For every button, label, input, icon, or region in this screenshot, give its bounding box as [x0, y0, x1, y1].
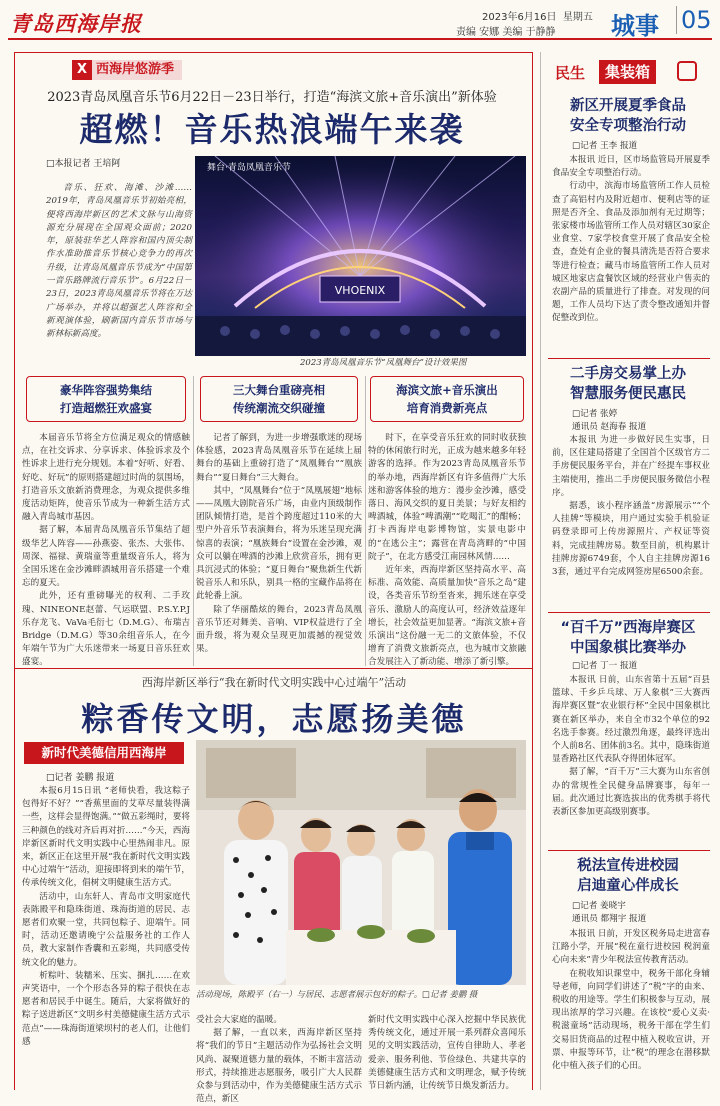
story2-column-2 — [196, 1014, 362, 1106]
column-tag — [72, 60, 182, 80]
briefs-tag-1: 民生 — [555, 64, 586, 82]
paragraph: 本报6月15日讯 “老师快看，我这粽子包得好不好？”“香蕉里面的艾草尽量装得满一些，这样会显得饱满。”“做五彩绳时，要将三种颜色的线对齐后再对折……”今天，西海岸新区新时代文明实践中心里热闹非凡。原来，新区正在这里开展“我在新时代文明实践中心过端午”活动，迎接即将到来的端午节，传承传统文化，倡树文明健康生活方式。 — [22, 786, 190, 889]
brief-byline: □记者 张婷 通讯员 赵海春 报道 — [572, 409, 647, 432]
lead-column-1 — [22, 432, 190, 670]
paragraph: 时下，在享受音乐狂欢的同时收获独特的休闲旅行时光，正成为越来越多年轻游客的选择。作为2023青岛凤凰音乐节的举办地，西海岸新区有许多值得广大乐迷和游客体验的地方：漫步金沙滩，感受落日、海风交织的夏日美景；与好友相约啤酒城，体验“啤酒潮”“吃喝汇”的酣畅；打卡西海岸电影博物馆，实景电影中的“在逃公主”；露营在青岛湾畔的“中国院子”，在北方感受江南园林风情…… — [368, 433, 526, 562]
editor-credits: 责编 安娜 美编 于静静 — [456, 27, 556, 38]
subhead-line: 海滨文旅+音乐演出 — [396, 383, 498, 397]
subhead-box — [200, 376, 358, 422]
subhead-box — [370, 376, 524, 422]
zongzi-event-photo — [196, 740, 526, 985]
page-number: 05 — [676, 6, 712, 34]
virtue-banner: 新时代美德信用西海岸 — [24, 742, 184, 764]
frame-top — [14, 52, 532, 53]
subhead-box — [26, 376, 186, 422]
section-title: 城事 — [611, 12, 659, 40]
story2-headline: 粽香传文明，志愿扬美德 — [81, 700, 467, 738]
frame-left — [14, 52, 15, 1090]
paragraph: 此外，还有重磅曝光的权利、二手玫瑰、NINEONE赵蕾、气运联盟、P.S.Y.P.J乐存龙飞、VaVa毛衍七（D.M.G）、布瑞吉Bridge（D.M.G）等30余组音乐人，在今年端午节为广大乐迷带来一场夏日音乐狂欢盛宴。 — [22, 591, 190, 668]
briefs-header — [555, 60, 703, 88]
paragraph: 据了解，一直以来，西海岸新区坚持将“我们的节日”主题活动作为弘扬社会文明风尚、凝聚道德力量的载体，不断丰富活动形式，持续推进志愿服务，吸引广大人民群众参与到活动中，作为美德健康生活方式示范点，新区 — [196, 1028, 362, 1105]
column-divider — [193, 376, 194, 666]
svg-text:VHOENIX: VHOENIX — [334, 284, 386, 297]
svg-text:舞台·青岛凤凰音乐节: 舞台·青岛凤凰音乐节 — [207, 163, 291, 173]
photo-caption: 2023青岛凤凰音乐节“凤凰舞台”设计效果图 — [300, 358, 467, 368]
column-divider — [365, 376, 366, 666]
brief-title: 税法宣传进校园 启迪童心伴成长 — [577, 858, 679, 894]
lead-column-3 — [368, 432, 526, 670]
issue-date: 2023年6月16日 星期五 — [482, 12, 593, 23]
frame-right — [532, 52, 533, 1090]
brief-byline: □记者 丁一 报道 — [572, 661, 638, 671]
brief-title: “百千万”西海岸赛区 中国象棋比赛举办 — [560, 620, 696, 656]
paragraph: 新时代文明实践中心深入挖掘中华民族优秀传统文化，通过开展一系列群众喜闻乐见的文明实践活动，宣传自律助人、孝老爱亲、服务利他、节俭绿色、共建共享的美德健康生活方式和文明理念，赋予传统节日新内涵，让传统节日焕发新活力。 — [368, 1015, 526, 1092]
column-divider — [540, 52, 541, 1090]
brief-body: 本报讯 为进一步做好民生实事，日前，区住建局搭建了全国首个区级官方二手房便民服务平台，并在广经提车事权业主端使用，推出二手房便民服务微信小程序。 据悉，该小程序涵盖“房源展示”“个人挂牌”等模块，用户通过实验手机验证码登录即可上传房源照片、产权证等资料，完成挂牌房易。数至目前，机构累计挂牌房源6749套，个人自主挂牌房源163套，通过平台完成网签房屋6500余套。 — [552, 435, 710, 578]
story2-byline: □记者 姜鹏 报道 — [46, 773, 115, 783]
brief-divider — [548, 358, 710, 359]
brief-body: 本报讯 日前，开发区税务局走进富春江路小学，开展“税在童行进校园 税润童心向未来”青少年税法宣传教育活动。 在税收知识课堂中，税务干部化身辅导老师，向同学们讲述了“税”字的由来、税收的用途等。学生们积极参与互动，展现出浓厚的学习兴趣。在该校“爱心义卖·税滋童场”活动现场，税务干部在学生们交易旧货商品的过程中植入税收宣讲，开票、申报等环节，让“税”的理念在潜移默化中植入孩子们的心田。 — [552, 929, 710, 1072]
subhead-line: 三大舞台重磅亮相 — [233, 383, 325, 397]
lead-headline: 超燃！音乐热浪端午来袭 — [79, 110, 465, 149]
masthead — [8, 4, 712, 40]
subhead-line: 豪华阵容强势集结 — [60, 383, 152, 397]
photo-caption: 活动现场，陈殿平（右一）与居民、志愿者展示包好的粽子。□记者 姜鹏 摄 — [196, 989, 478, 999]
paragraph: 本届音乐节将全方位满足观众的情感触点，在社交诉求、分享诉求、体验诉求及个性诉求上进行充分规划。本着“好听、好看、好吃、好玩”的原则搭建超过时尚的氛围场，打造音乐文旅新消费理念，为观众提供多维度活动矩阵，使音乐节成为一种新生活方式融入青岛城市基因。 — [22, 433, 190, 523]
paragraph: 记者了解到，为进一步增强歌迷的现场体验感，2023青岛凤凰音乐节在延续上届舞台的基础上重磅打造了“凤凰舞台”“凰族舞台”“夏日舞台”三大舞台。 — [196, 433, 362, 483]
people-photo-icon — [196, 740, 526, 985]
lead-intro: 音乐、狂欢、海滩、沙滩……2019年，青岛凤凰音乐节初始亮相，便将西海岸新区的艺术文脉与山海资源充分展现在全国观众面前；2020年，原装驻华艺人阵容和国内顶尖制作水准助推音乐节核心竞争力的再次升级，让青岛凤凰音乐节成为“中国第一音乐路牌流行音乐节”。6月22日－23日，2023青岛凤凰音乐节将在万达广场举办，并将以超强艺人阵容和全新观演体验，刷新国内音乐节市场与新林标新高度。 — [46, 183, 192, 340]
paragraph: 近年来，西海岸新区坚持高水平、高标准、高效能、高质量加快“音乐之岛”建设，各类音乐节纷至沓来，拥乐迷在享受音乐、激励人的高度认可，经济效益逐年增长，社会效益更加显著。“海滨文旅+音乐演出”这份融一无二的文旅体验，不仅增育了消费文旅新亮点，也为城市文旅融合发展注入了新动能、增添了新引擎。 — [368, 565, 526, 668]
paragraph: 受社会大家庭的温暖。 — [196, 1015, 282, 1025]
brief-byline: □记者 王李 报道 — [572, 141, 638, 151]
subhead-line: 打造超燃狂欢盛宴 — [60, 401, 152, 415]
stage-design-photo — [195, 156, 526, 356]
newspaper-logo: 青岛西海岸报 — [10, 11, 142, 36]
story2-kicker: 西海岸新区举行“我在新时代文明实践中心过端午”活动 — [141, 676, 407, 689]
box-icon — [677, 61, 697, 81]
lead-kicker: 2023青岛凤凰音乐节6月22日－23日举行，打造“海滨文旅+音乐演出”新体验 — [47, 90, 497, 105]
story2-column-1 — [22, 785, 190, 1049]
subhead-line: 培育消费新亮点 — [406, 401, 488, 415]
paragraph: 析粽叶、装糯米、压实、捆扎……在欢声笑语中，一个个形态各异的粽子很快在志愿者和居民手中诞生。随后，大家将做好的粽子送进新区“文明乡村美德健康生活方式示范点”——珠海街道梁坝村的老人们，让他们感 — [22, 970, 190, 1047]
story2-column-3 — [368, 1014, 526, 1093]
brief-body: 本报讯 日前，山东省第十五届“百县篮球、千乡乒乓球、万人象棋”三大赛西海岸赛区暨“农业银行杯”全民中国象棋比赛在新区举办，来自全市32个单位的92名选手参赛。经过激烈角逐，最终评选出个人前8名、团体前3名。其中，隐珠街道显香路社区代表队夺得团体冠军。 据了解，“百千万”三大赛为山东省创办的常规性全民健身品牌赛事，每年一届。此次通过比赛选拔出的优秀棋手将代表新区参加更高级别赛事。 — [552, 675, 710, 818]
stage-illustration-icon — [195, 156, 526, 356]
paragraph: 除了华丽酷炫的舞台，2023青岛凤凰音乐节还对舞美、音响、VIP权益进行了全面升级，将为观众呈现更加震撼的视觉效果。 — [196, 604, 362, 655]
subhead-line: 传统潮流交织碰撞 — [233, 401, 325, 415]
brief-byline: □记者 姜晓宇 通讯员 都翔宇 报道 — [572, 901, 647, 924]
brief-divider — [548, 850, 710, 851]
briefs-tag-2: 集装箱 — [599, 60, 656, 84]
brief-body: 本报讯 近日，区市场监管局开展夏季食品安全专项整治行动。 行动中，滨海市场监管所工作人员检查了高铝村内及附近超市、便利店等的证照是否齐全、食品及添加剂有无过期等；张家楼市场监管所工作人员对辖区30家企业食堂、7家学校食堂开展了食品安全检查，查处有企业的餐具清洗是否符合要求等进行检查；藏马市场监管所工作人员对城区地家店盒餐饮区域的经营业户售卖的农副产品的质量进行了排查。对发现的问题，工作人员均下达了责令整改通知并督促整改到位。 — [552, 155, 710, 324]
lead-byline: □本报记者 王培阿 — [46, 159, 121, 169]
brief-title: 二手房交易掌上办 智慧服务便民惠民 — [570, 366, 686, 402]
paragraph: 其中，“凤凰舞台”位于“凤凰展翅”地标——凤凰大剧院音乐广场，由业内顶级制作团队倾情打造，是首个跨度超过110米的大型户外音乐节表演舞台，将为乐迷呈现充满惊喜的表演；“凰族舞台”设置在金沙滩，观众可以躺在啤酒的沙滩上欣赏音乐，拥有更具沉浸式的体验；“夏日舞台”聚焦新生代新锐音乐人和乐队，别具一格的宝藏作品将在此轮番上演。 — [196, 485, 362, 602]
lead-column-2 — [196, 432, 362, 656]
column-tag-label: 西海岸悠游季 — [96, 62, 175, 77]
brief-divider — [548, 612, 710, 613]
paragraph: 据了解，本届青岛凤凰音乐节集结了超级华艺人阵容——孙燕姿、张杰、大张伟、周深、福禄、黄瑞童等重量级音乐人，将为全国乐迷在金沙滩畔酒城用音乐搭建一个难忘的夏天。 — [22, 525, 190, 589]
paragraph: 活动中，山东轩人、青岛市文明家庭代表陈殿平和隐珠街道、珠海街道的居民、志愿者们欢聚一堂，共同包粽子、迎端午。同时，活动还邀请晚宁公益服务社的工作人员，教大家制作香囊和五彩绳，共同感受传统文化的魅力。 — [22, 891, 190, 968]
brief-title: 新区开展夏季食品 安全专项整治行动 — [570, 98, 686, 134]
x-logo-icon: X — [72, 60, 92, 80]
